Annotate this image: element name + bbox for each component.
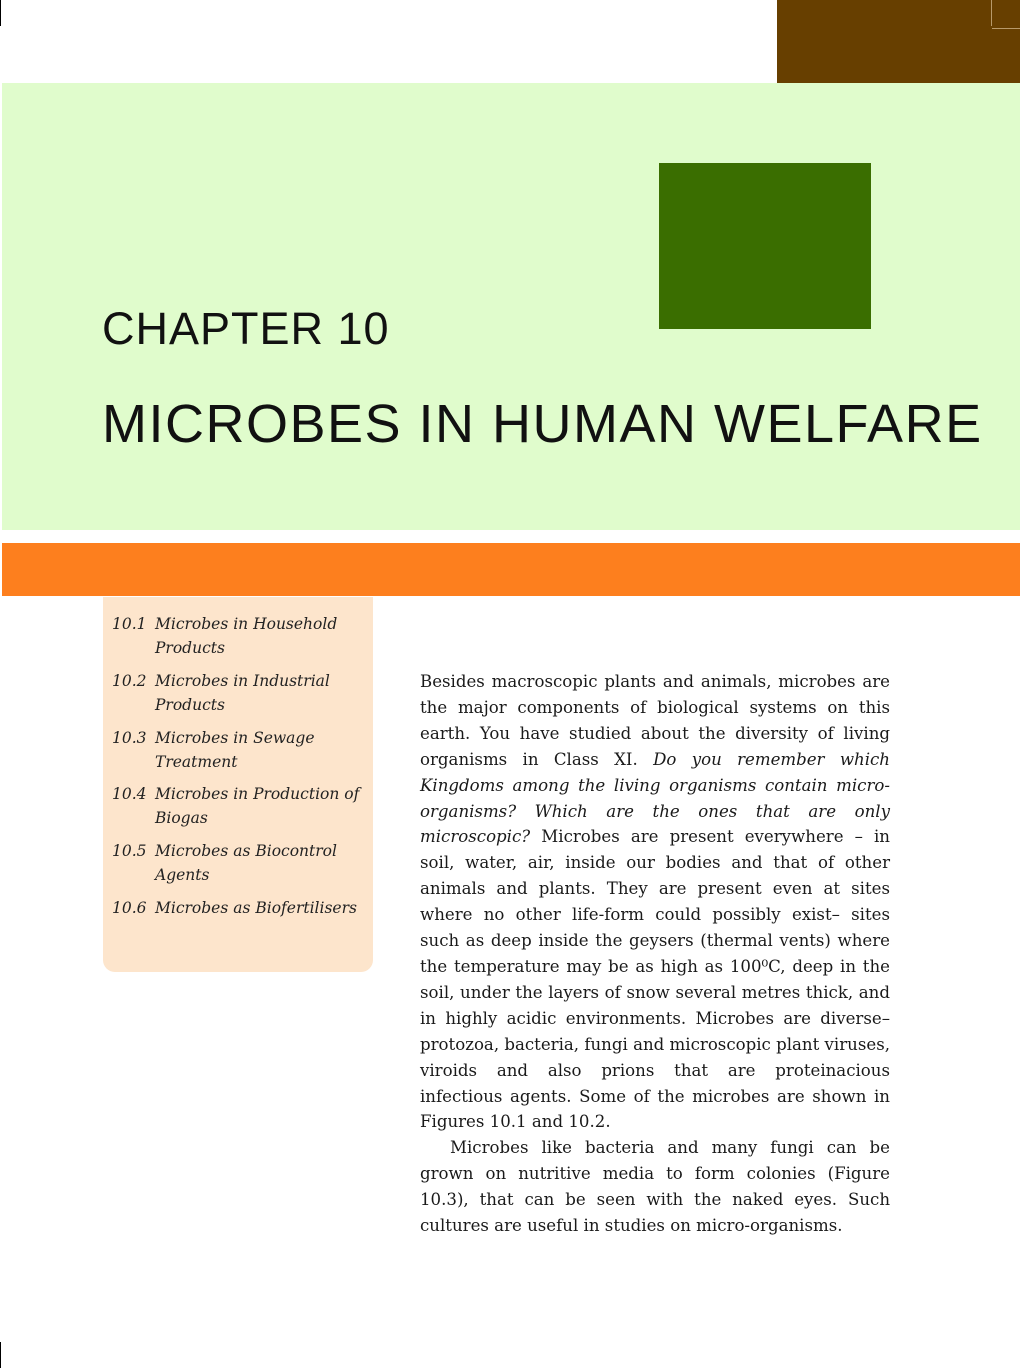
- toc-item: [112, 782, 370, 830]
- corner-brown-block: [777, 0, 1020, 83]
- toc-title: Microbes in Household Products: [155, 615, 338, 657]
- toc-item: [112, 896, 370, 920]
- toc-number: 10.2: [112, 672, 147, 690]
- toc-title: Microbes in Industrial Products: [155, 672, 330, 714]
- toc-item: [112, 839, 370, 887]
- chapter-title: MICROBES IN HUMAN WELFARE: [102, 394, 983, 454]
- orange-divider-band: [2, 543, 1020, 596]
- toc-number: 10.5: [112, 842, 147, 860]
- toc-number: 10.3: [112, 729, 147, 747]
- toc-title: Microbes in Sewage Treatment: [155, 729, 315, 771]
- crop-mark: [0, 0, 1, 26]
- toc-item: [112, 669, 370, 717]
- toc-number: 10.6: [112, 899, 147, 917]
- text-run: Besides macroscopic plants and animals, microbes are the major components of biological systems on this earth. You have studied about the diversity of living organisms in Class XI.: [420, 672, 890, 769]
- toc-item: [112, 612, 370, 660]
- chapter-number: CHAPTER 10: [102, 303, 390, 354]
- text-run: Microbes are present everywhere – in soil, water, air, inside our bodies and that of other animals and plants. They are present even at sites where no other life-form could possibly exist– sites such as deep inside the geysers (thermal vents) where the temperature may be as high as 100⁰C, deep in the soil, under the layers of snow several metres thick, and in highly acidic environments. Microbes are diverse–protozoa, bacteria, fungi and microscopic plant viruses, viroids and also prions that are proteinacious infectious agents. Some of the microbes are shown in Figures 10.1 and 10.2.: [420, 827, 890, 1132]
- toc-number: 10.1: [112, 615, 147, 633]
- toc-title: Microbes as Biofertilisers: [155, 899, 357, 917]
- crop-mark: [991, 0, 992, 26]
- toc-item: [112, 726, 370, 774]
- paragraph: [420, 669, 890, 1135]
- crop-mark: [0, 1342, 1, 1368]
- toc-number: 10.4: [112, 785, 147, 803]
- chapter-contents-box: [103, 597, 373, 972]
- italic-question: Do you remember which Kingdoms among the living organisms contain micro-organisms? Which are the ones that are only microscopic?: [420, 749, 890, 847]
- toc-title: Microbes as Biocontrol Agents: [155, 842, 337, 884]
- body-text: [420, 669, 890, 1239]
- toc-title: Microbes in Production of Biogas: [155, 785, 360, 827]
- paragraph: Microbes like bacteria and many fungi can be grown on nutritive media to form colonies (Figure 10.3), that can be seen with the naked eyes. Such cultures are useful in studies on micro-organisms.: [420, 1138, 890, 1236]
- decorative-green-block: [659, 163, 871, 329]
- crop-mark: [992, 28, 1020, 29]
